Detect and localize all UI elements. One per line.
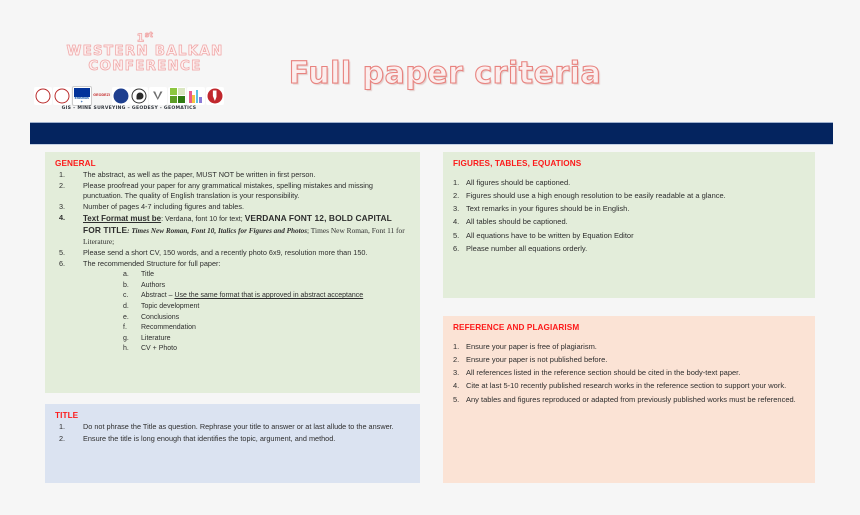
general-list (55, 170, 410, 355)
list-item-text: Please proofread your paper for any grammatical mistakes, spelling mistakes and missing punctuation. The quality of English translation is your responsibility. (83, 180, 373, 201)
list-item-number: 4. (453, 217, 460, 227)
list-item-text: Please send a short CV, 150 words, and a recently photo 6x9, resolution more than 150. (83, 247, 368, 257)
list-item-number: h. (123, 345, 129, 353)
list-item (83, 270, 410, 281)
color-bars-logo (187, 87, 205, 105)
list-item (83, 313, 410, 324)
list-item-number: 6. (453, 243, 460, 253)
figures-list (453, 177, 805, 254)
structure-sublist (83, 270, 410, 355)
logo-ordinal-number: 1 (136, 31, 145, 45)
list-item (55, 259, 410, 355)
list-item-text: Figures should use a high enough resolution to be easily readable at a glance. (466, 191, 726, 201)
red-shield-logo (206, 87, 224, 105)
navy-divider-bar (30, 122, 833, 145)
logo-ordinal-suffix: st (144, 31, 154, 39)
list-item (453, 367, 805, 379)
list-item-text: Abstract – (141, 292, 175, 300)
list-item-number: 6. (59, 258, 66, 268)
panel-general-heading: GENERAL (55, 159, 96, 168)
text-format-lead: Text Format must be (83, 213, 162, 223)
list-item-text: Ensure the title is long enough that identifies the topic, argument, and method. (83, 434, 336, 444)
list-item-number: b. (123, 281, 129, 289)
text-format-strong: VERDANA FONT 12, BOLD CAPITAL FOR TITLE (83, 212, 392, 235)
list-item-text: All equations have to be written by Equation Editor (466, 230, 634, 240)
list-item (453, 177, 805, 189)
bird-emblem-logo (130, 87, 148, 105)
list-item-text: Text remarks in your figures should be in English. (466, 204, 630, 214)
list-item-text: All tables should be captioned. (466, 217, 568, 227)
panel-title (45, 404, 420, 483)
list-item-number: 3. (453, 204, 460, 214)
geoinfo-wordmark-logo (93, 87, 111, 105)
list-item-number: 5. (59, 247, 66, 257)
list-item (83, 334, 410, 345)
list-item (83, 344, 410, 355)
list-item (453, 394, 805, 406)
conference-tagline: GIS – MINE SURVEYING – GEODESY - GEOMATICS (61, 106, 197, 111)
list-item-number: 1. (59, 422, 66, 431)
list-item-number: 3. (453, 368, 460, 378)
page-title: Full paper criteria (288, 56, 602, 91)
list-item-text: Conclusions (141, 313, 180, 321)
list-item (83, 302, 410, 313)
list-item-text: The recommended Structure for full paper: (83, 258, 221, 268)
panel-figures-tables-equations (443, 152, 815, 298)
list-item-number: 5. (453, 230, 460, 240)
erasmus-caption: Erasmus + (74, 96, 89, 104)
list-item (453, 341, 805, 353)
list-item-text: Literature (141, 334, 171, 342)
vee-emblem-logo (149, 87, 167, 105)
panel-figures-heading: FIGURES, TABLES, EQUATIONS (453, 159, 582, 168)
list-item-text: Ensure your paper is free of plagiarism. (466, 342, 597, 351)
list-item (83, 281, 410, 292)
list-item (453, 190, 805, 202)
list-item (453, 243, 805, 255)
list-item (55, 422, 410, 433)
list-item-number: 2. (453, 355, 460, 365)
list-item-text: Do not phrase the Title as question. Rephrase your title to answer or at last allude to the answer. (83, 422, 394, 431)
logo-line-conference: CONFERENCE (88, 57, 202, 74)
list-item-number: g. (123, 334, 129, 342)
list-item-number: 4. (59, 212, 66, 222)
list-item (55, 248, 410, 258)
list-item-number: e. (123, 313, 129, 321)
panel-reference-heading: REFERENCE AND PLAGIARISM (453, 323, 580, 332)
list-item-number: c. (123, 292, 129, 300)
list-item-number: f. (123, 324, 127, 332)
list-item-number: 4. (453, 381, 460, 391)
list-item-text: Number of pages 4-7 including figures and tables. (83, 202, 245, 212)
text-format-serif: ; Times New Roman, Font 11 for Literature; (83, 225, 405, 246)
list-item-number: 1. (59, 170, 66, 179)
list-item-underlined-note: Use the same format that is approved in abstract acceptance (174, 292, 364, 300)
list-item-text: Cite at last 5-10 recently published research works in the reference section to support your work. (466, 381, 787, 391)
list-item-text: All figures should be captioned. (466, 178, 571, 187)
list-item (55, 434, 410, 445)
panel-reference-and-plagiarism (443, 316, 815, 483)
list-item-text: Any tables and figures reproduced or adapted from previously published works must be referenced. (466, 394, 796, 404)
list-item-number: 2. (453, 191, 460, 201)
list-item-number: 1. (453, 178, 460, 187)
list-item-number: 2. (59, 180, 66, 190)
list-item-text: Topic development (141, 302, 200, 310)
panel-title-heading: TITLE (55, 411, 79, 420)
pixels-square-logo (168, 87, 186, 105)
erasmus-plus-logo (72, 86, 92, 106)
text-format-mid: : Verdana, font 10 for text; (161, 214, 245, 223)
list-item-text: Recommendation (141, 324, 196, 332)
list-item (453, 230, 805, 242)
list-item-text: All references listed in the reference section should be cited in the body-text paper. (466, 368, 741, 378)
panel-general (45, 152, 420, 393)
list-item (55, 181, 410, 202)
list-item-number: 2. (59, 434, 66, 444)
list-item-text: Title (141, 271, 154, 279)
conference-logo (30, 32, 260, 73)
slide-header (0, 0, 860, 120)
list-item-number: d. (123, 302, 129, 310)
list-item-number: a. (123, 271, 129, 279)
sponsor-logo-strip (34, 86, 224, 105)
list-item (55, 202, 410, 212)
list-item-number: 1. (453, 342, 460, 351)
list-item-text-format (55, 213, 410, 247)
institution-crest-logo (53, 87, 71, 105)
list-item-number: 3. (59, 202, 66, 212)
globe-emblem-logo (112, 87, 130, 105)
list-item-text: Authors (141, 281, 166, 289)
list-item-text: Please number all equations orderly. (466, 243, 588, 253)
reference-list (453, 341, 805, 405)
list-item (453, 354, 805, 366)
geoinfo-caption: GEODEZI (93, 92, 111, 97)
list-item (453, 203, 805, 215)
title-list (55, 422, 410, 445)
list-item (83, 291, 410, 302)
text-format-serif-italic: : Times New Roman, Font 10, Italics for Figures and Photos (127, 226, 308, 235)
university-seal-logo (34, 87, 52, 105)
list-item-text: CV + Photo (141, 345, 177, 353)
list-item-number: 5. (453, 394, 460, 404)
logo-line-western-balkan: WESTERN BALKAN (66, 43, 224, 60)
list-item (453, 216, 805, 228)
list-item (453, 380, 805, 392)
list-item (55, 170, 410, 180)
list-item-text: The abstract, as well as the paper, MUST NOT be written in first person. (83, 170, 316, 179)
list-item-text: Ensure your paper is not published before. (466, 355, 608, 365)
list-item (83, 323, 410, 334)
